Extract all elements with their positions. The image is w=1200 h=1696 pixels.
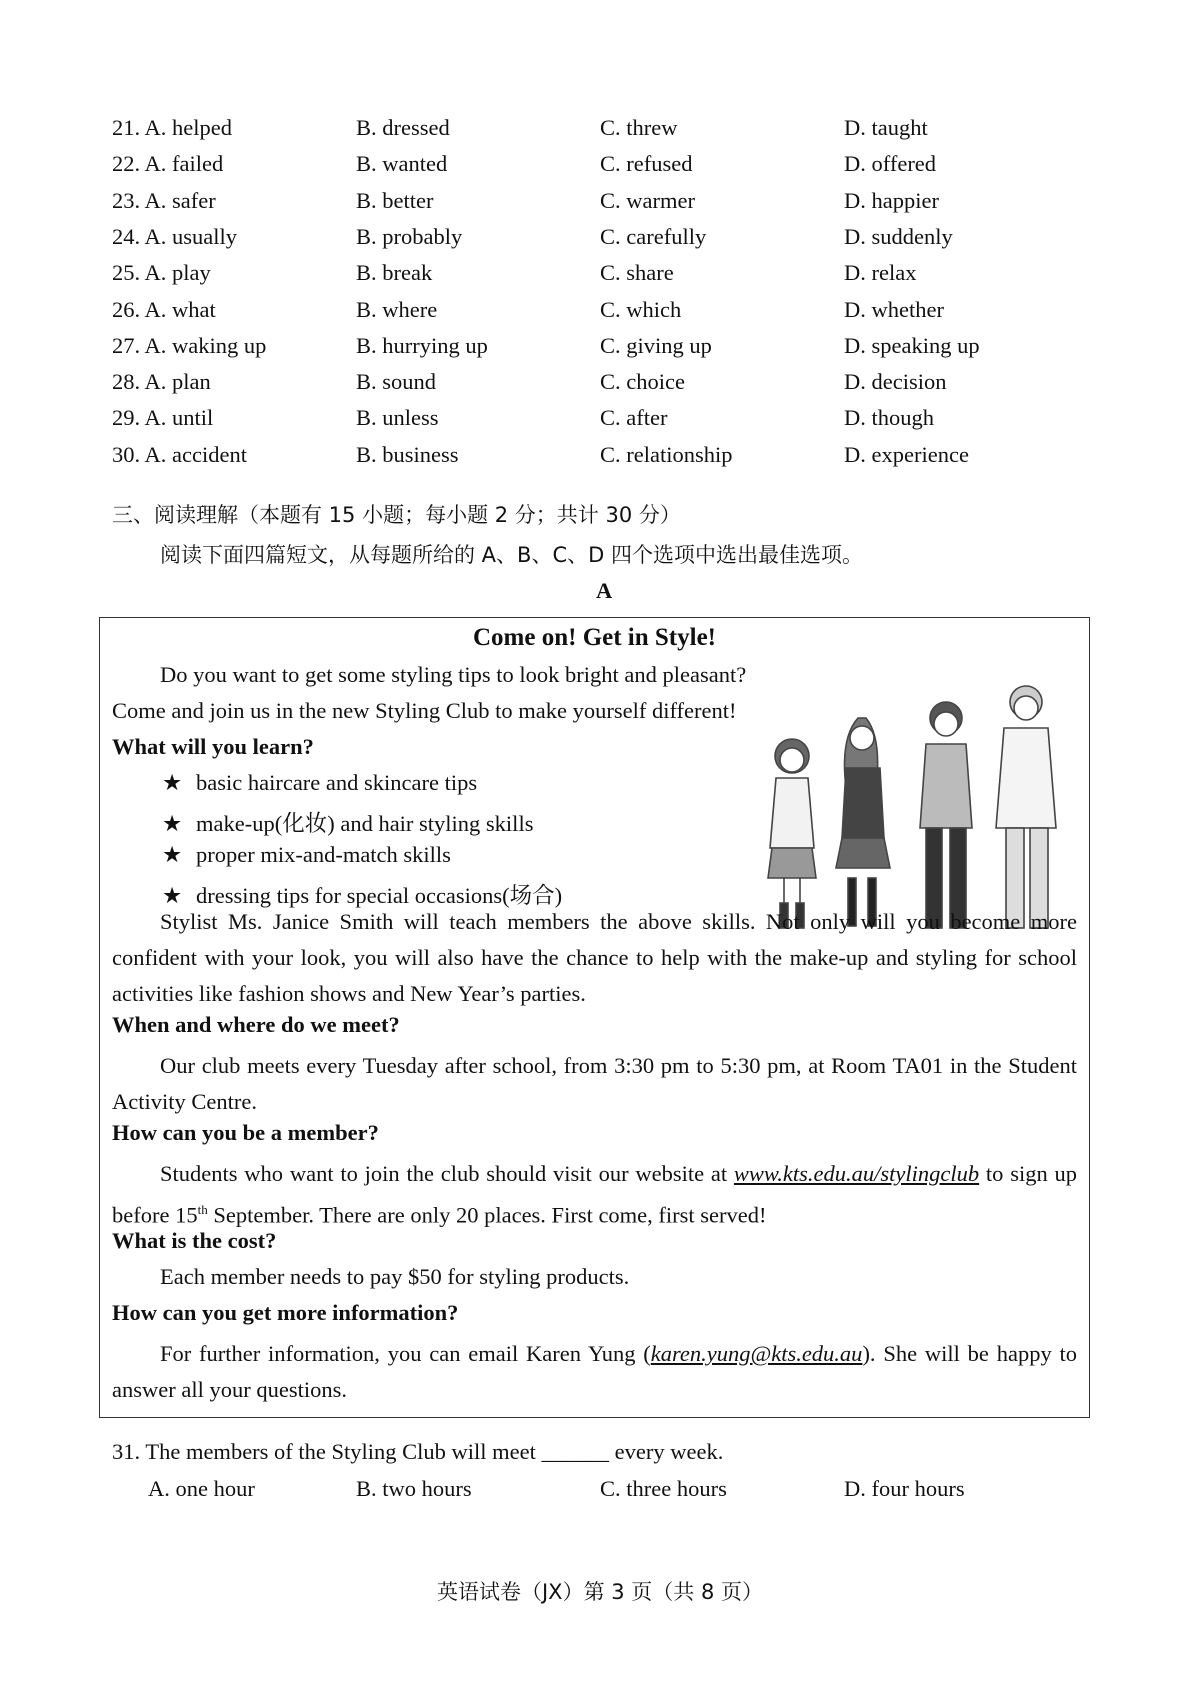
email-link[interactable]: karen.yung@kts.edu.au — [650, 1341, 863, 1366]
option-a-text: A. failed — [144, 151, 224, 177]
option-c[interactable]: C. choice — [600, 369, 685, 395]
club-website-link[interactable]: www.kts.edu.au/stylingclub — [733, 1161, 980, 1186]
students-illustration — [750, 678, 1070, 938]
option-d[interactable]: D. taught — [844, 115, 928, 140]
option-c[interactable]: C. share — [600, 260, 674, 286]
page-footer: 英语试卷（JX）第 3 页（共 8 页） — [436, 1580, 763, 1604]
option-row — [0, 151, 1200, 187]
heading-info: How can you get more information? — [112, 1300, 459, 1325]
option-d[interactable]: D. four hours — [844, 1476, 965, 1501]
heading-cost: What is the cost? — [112, 1228, 277, 1253]
option-a[interactable] — [112, 333, 266, 359]
option-d[interactable]: D. relax — [844, 260, 917, 286]
option-a[interactable] — [112, 260, 211, 286]
option-d[interactable]: D. though — [844, 405, 934, 431]
option-a-text: A. accident — [144, 441, 247, 467]
option-a-text: A. helped — [144, 115, 232, 140]
question-number: 30. — [112, 441, 141, 467]
option-b[interactable]: B. business — [356, 441, 459, 467]
question-number: 23. — [112, 187, 141, 213]
option-a[interactable] — [112, 151, 223, 177]
option-c[interactable]: C. refused — [600, 151, 693, 177]
option-b[interactable]: B. dressed — [356, 115, 450, 140]
option-a[interactable] — [112, 188, 216, 214]
info-paragraph: For further information, you can email Karen Yung (karen.yung@kts.edu.au). She will be happy to answer all your questions. — [112, 1341, 1077, 1402]
question-31-options — [0, 1476, 1200, 1512]
ad-intro-2: Come and join us in the new Styling Club to make yourself different! — [112, 698, 737, 723]
option-c[interactable]: C. threw — [600, 115, 678, 140]
question-number: 26. — [112, 296, 141, 322]
question-number: 24. — [112, 223, 141, 249]
question-number: 25. — [112, 260, 141, 286]
option-b[interactable]: B. unless — [356, 405, 439, 431]
heading-learn: What will you learn? — [112, 734, 314, 759]
question-number: 29. — [112, 405, 141, 431]
star-icon: ★ — [162, 770, 183, 795]
option-b[interactable]: B. where — [356, 296, 438, 322]
bullet-item: ★ make-up(化妆) and hair styling skills — [162, 811, 534, 836]
option-b[interactable]: B. two hours — [356, 1476, 472, 1501]
option-d[interactable]: D. suddenly — [844, 223, 953, 249]
option-c[interactable]: C. which — [600, 296, 682, 322]
when-paragraph: Our club meets every Tuesday after school, from 3:30 pm to 5:30 pm, at Room TA01 in the Student Activity Centre. — [112, 1053, 1077, 1114]
question-31: 31. The members of the Styling Club will meet ______ every week. — [112, 1439, 724, 1464]
bullet-item: ★ dressing tips for special occasions(场合) — [162, 883, 563, 908]
question-number: 21. — [112, 115, 141, 140]
option-a-text: A. safer — [144, 187, 216, 213]
passage-letter: A — [596, 578, 613, 603]
option-a[interactable] — [112, 442, 247, 468]
option-a-text: A. until — [144, 405, 214, 431]
option-d[interactable]: D. whether — [844, 296, 944, 322]
option-a[interactable] — [112, 224, 237, 250]
ad-intro-1: Do you want to get some styling tips to look bright and pleasant? — [160, 662, 747, 687]
option-b[interactable]: B. hurrying up — [356, 332, 488, 358]
option-c[interactable]: C. after — [600, 405, 668, 431]
option-d[interactable]: D. speaking up — [844, 332, 980, 358]
option-row — [0, 224, 1200, 260]
heading-member: How can you be a member? — [112, 1120, 379, 1145]
option-c[interactable]: C. carefully — [600, 223, 707, 249]
option-row — [0, 260, 1200, 296]
option-a-text: A. usually — [144, 223, 238, 249]
section-title: 三、阅读理解（本题有 15 小题；每小题 2 分；共计 30 分） — [112, 503, 681, 527]
option-c[interactable]: C. three hours — [600, 1476, 727, 1501]
option-a[interactable]: A. one hour — [148, 1476, 255, 1501]
option-row — [0, 369, 1200, 405]
option-d[interactable]: D. happier — [844, 187, 939, 213]
option-c[interactable]: C. giving up — [600, 332, 712, 358]
option-row — [0, 405, 1200, 441]
option-row — [0, 188, 1200, 224]
question-number: 22. — [112, 151, 141, 177]
option-a[interactable] — [112, 369, 211, 395]
option-d[interactable]: D. experience — [844, 441, 969, 467]
question-number: 27. — [112, 332, 141, 358]
option-b[interactable]: B. probably — [356, 223, 463, 249]
option-a-text: A. waking up — [144, 332, 267, 358]
option-row — [0, 115, 1200, 151]
option-a-text: A. what — [144, 296, 216, 322]
option-a[interactable] — [112, 405, 213, 431]
cost-paragraph: Each member needs to pay $50 for styling products. — [160, 1264, 630, 1289]
bullet-item: ★ proper mix-and-match skills — [162, 842, 451, 867]
option-a[interactable] — [112, 115, 232, 141]
option-d[interactable]: D. decision — [844, 369, 947, 395]
star-icon: ★ — [162, 842, 183, 867]
option-row — [0, 442, 1200, 478]
section-instruction: 阅读下面四篇短文，从每题所给的 A、B、C、D 四个选项中选出最佳选项。 — [160, 543, 863, 567]
option-a[interactable] — [112, 297, 216, 323]
option-b[interactable]: B. better — [356, 187, 434, 213]
option-row — [0, 297, 1200, 333]
option-c[interactable]: C. relationship — [600, 441, 733, 467]
bullet-item: ★ basic haircare and skincare tips — [162, 770, 478, 795]
heading-when: When and where do we meet? — [112, 1012, 400, 1037]
stylist-paragraph: Stylist Ms. Janice Smith will teach members the above skills. Not only will you become more confident with your look, you will also have the chance to help with the make-up and styling for school activities like fashion shows and New Year’s parties. — [112, 909, 1077, 1006]
option-a-text: A. plan — [144, 369, 211, 395]
styling-club-ad — [99, 617, 1090, 1418]
option-b[interactable]: B. wanted — [356, 151, 448, 177]
option-c[interactable]: C. warmer — [600, 187, 695, 213]
option-b[interactable]: B. break — [356, 260, 433, 286]
question-number: 28. — [112, 369, 141, 395]
star-icon: ★ — [162, 883, 183, 908]
option-a-text: A. play — [144, 260, 211, 286]
star-icon: ★ — [162, 811, 183, 836]
member-paragraph: Students who want to join the club should visit our website at www.kts.edu.au/stylingclub to sign up before 15th September. There are only 20 places. First come, first served! — [112, 1161, 1078, 1228]
option-row — [0, 333, 1200, 369]
ad-title: Come on! Get in Style! — [472, 624, 717, 651]
option-d[interactable]: D. offered — [844, 151, 937, 177]
option-b[interactable]: B. sound — [356, 369, 437, 395]
